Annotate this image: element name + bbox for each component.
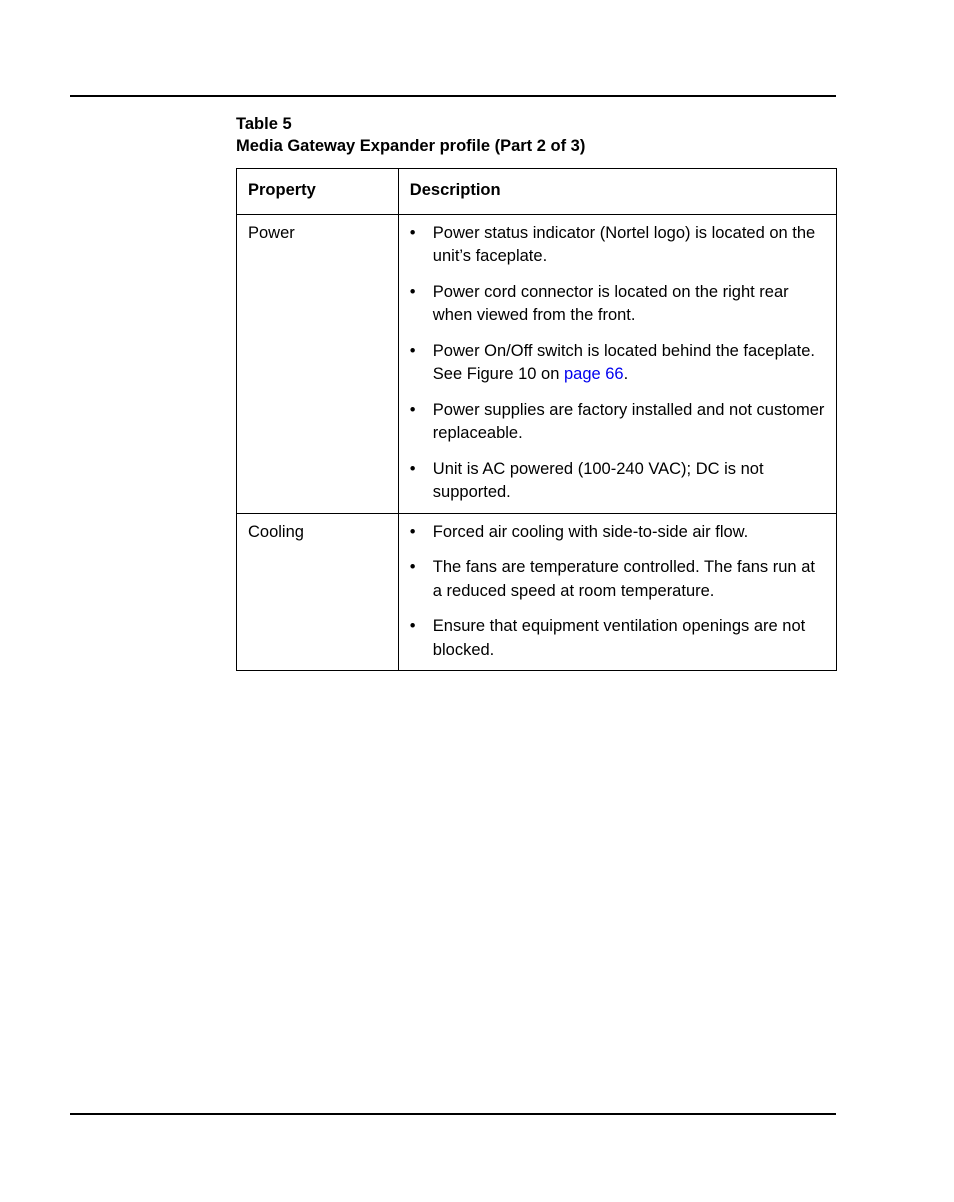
list-item	[410, 556, 825, 603]
bullet-icon: •	[409, 459, 416, 478]
list-item-text: Power On/Off switch is located behind the faceplate. See Figure 10 on	[432, 341, 815, 383]
bullet-icon: •	[409, 341, 416, 360]
list-item-text: Power cord connector is located on the right rear when viewed from the front.	[432, 282, 789, 324]
table-row-cooling	[237, 513, 837, 671]
table-caption	[236, 113, 585, 157]
property-cell: Power	[237, 214, 399, 513]
table-title: Media Gateway Expander profile (Part 2 of 3)	[236, 137, 586, 155]
list-item-text-end: .	[623, 365, 629, 383]
bullet-icon: •	[409, 223, 416, 242]
list-item	[410, 521, 825, 545]
list-item	[410, 222, 825, 269]
list-item	[410, 399, 825, 446]
bullet-icon: •	[409, 558, 416, 576]
list-item-text: Ensure that equipment ventilation openings are not blocked.	[432, 617, 806, 659]
bullet-list	[410, 521, 825, 663]
table-row-power	[237, 214, 837, 513]
bullet-icon: •	[409, 617, 416, 635]
property-cell: Cooling	[237, 513, 399, 671]
list-item	[410, 340, 825, 387]
header-property: Property	[237, 169, 399, 215]
bullet-icon: •	[409, 522, 416, 541]
bullet-list	[410, 222, 825, 505]
description-cell	[398, 214, 836, 513]
page-66-link[interactable]: page 66	[563, 365, 624, 383]
footer-rule	[70, 1113, 836, 1115]
header-description: Description	[398, 169, 836, 215]
list-item	[410, 615, 825, 662]
list-item-text: Unit is AC powered (100-240 VAC); DC is not supported.	[432, 459, 764, 501]
list-item	[410, 281, 825, 328]
description-cell	[398, 513, 836, 671]
list-item-text: Forced air cooling with side-to-side air flow.	[432, 522, 749, 541]
list-item	[410, 458, 825, 505]
header-rule	[70, 95, 836, 97]
list-item-text: Power status indicator (Nortel logo) is located on the unit’s faceplate.	[432, 223, 816, 265]
table-number: Table 5	[236, 115, 292, 133]
list-item-text: Power supplies are factory installed and not customer replaceable.	[432, 400, 825, 442]
table-header-row	[237, 169, 837, 215]
bullet-icon: •	[409, 400, 416, 419]
profile-table	[236, 168, 837, 671]
bullet-icon: •	[409, 282, 416, 301]
list-item-text: The fans are temperature controlled. The fans run at a reduced speed at room temperature.	[432, 558, 815, 600]
